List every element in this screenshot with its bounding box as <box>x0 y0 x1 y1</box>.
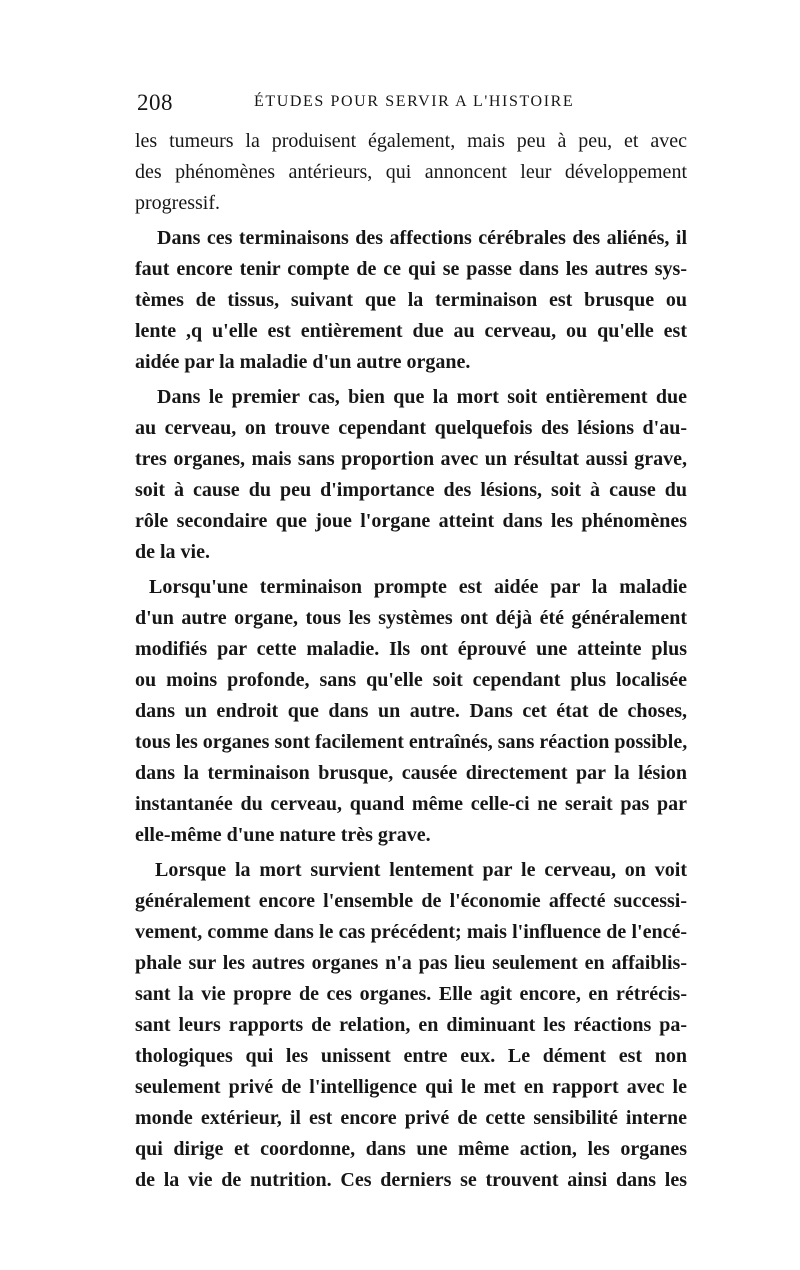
text-line: lente ,q u'elle est entièrement due au cerveau, ou qu'elle est <box>135 320 687 342</box>
text-line: des phénomènes antérieurs, qui annoncent leur développement <box>135 161 687 183</box>
text-line: soit à cause du peu d'importance des lésions, soit à cause du <box>135 479 687 501</box>
text-line: vement, comme dans le cas précédent; mais l'influence de l'encé- <box>135 921 687 943</box>
paragraph <box>135 855 687 1196</box>
text-line: qui dirige et coordonne, dans une même action, les organes <box>135 1138 687 1160</box>
text-line: phale sur les autres organes n'a pas lieu seulement en affaiblis- <box>135 952 687 974</box>
text-line: tèmes de tissus, suivant que la terminaison est brusque ou <box>135 289 687 311</box>
text-line: modifiés par cette maladie. Ils ont éprouvé une atteinte plus <box>135 638 687 660</box>
text-line: les tumeurs la produisent également, mais peu à peu, et avec <box>135 130 687 152</box>
text-line: Lorsqu'une terminaison prompte est aidée par la maladie <box>149 576 687 598</box>
page-number: 208 <box>137 90 173 115</box>
text-line: Dans le premier cas, bien que la mort soit entièrement due <box>157 386 687 408</box>
running-title: ÉTUDES POUR SERVIR A L'HISTOIRE <box>254 93 575 110</box>
page-header <box>137 90 685 120</box>
text-line: généralement encore l'ensemble de l'économie affecté successi- <box>135 890 687 912</box>
text-line: rôle secondaire que joue l'organe atteint dans les phénomènes <box>135 510 687 532</box>
text-line: Lorsque la mort survient lentement par le cerveau, on voit <box>155 859 687 881</box>
text-line: tres organes, mais sans proportion avec un résultat aussi grave, <box>135 448 687 470</box>
text-line: de la vie. <box>135 541 210 563</box>
text-line: progressif. <box>135 192 220 214</box>
text-line: aidée par la maladie d'un autre organe. <box>135 351 471 373</box>
text-line: tous les organes sont facilement entraînés, sans réaction possible, <box>135 731 688 753</box>
paragraph <box>135 223 687 378</box>
paragraph <box>135 572 687 851</box>
text-line: thologiques qui les unissent entre eux. Le dément est non <box>135 1045 687 1067</box>
text-line: instantanée du cerveau, quand même celle-ci ne serait pas par <box>135 793 687 815</box>
text-line: d'un autre organe, tous les systèmes ont déjà été généralement <box>135 607 687 629</box>
text-line: monde extérieur, il est encore privé de cette sensibilité interne <box>135 1107 687 1129</box>
text-line: faut encore tenir compte de ce qui se passe dans les autres sys- <box>135 258 687 280</box>
text-line: seulement privé de l'intelligence qui le met en rapport avec le <box>135 1076 687 1098</box>
paragraph <box>135 382 687 568</box>
text-line: elle-même d'une nature très grave. <box>135 824 431 846</box>
text-line: ou moins profonde, sans qu'elle soit cependant plus localisée <box>135 669 687 691</box>
text-line: Dans ces terminaisons des affections cérébrales des aliénés, il <box>157 227 687 249</box>
text-line: sant la vie propre de ces organes. Elle agit encore, en rétrécis- <box>135 983 687 1005</box>
text-line: dans un endroit que dans un autre. Dans cet état de choses, <box>135 700 687 722</box>
text-line: au cerveau, on trouve cependant quelquefois des lésions d'au- <box>135 417 687 439</box>
text-line: sant leurs rapports de relation, en diminuant les réactions pa- <box>135 1014 687 1036</box>
paragraph <box>135 126 687 219</box>
text-line: dans la terminaison brusque, causée directement par la lésion <box>135 762 687 784</box>
text-line: de la vie de nutrition. Ces derniers se trouvent ainsi dans les <box>135 1169 687 1191</box>
body-text <box>135 126 687 1196</box>
